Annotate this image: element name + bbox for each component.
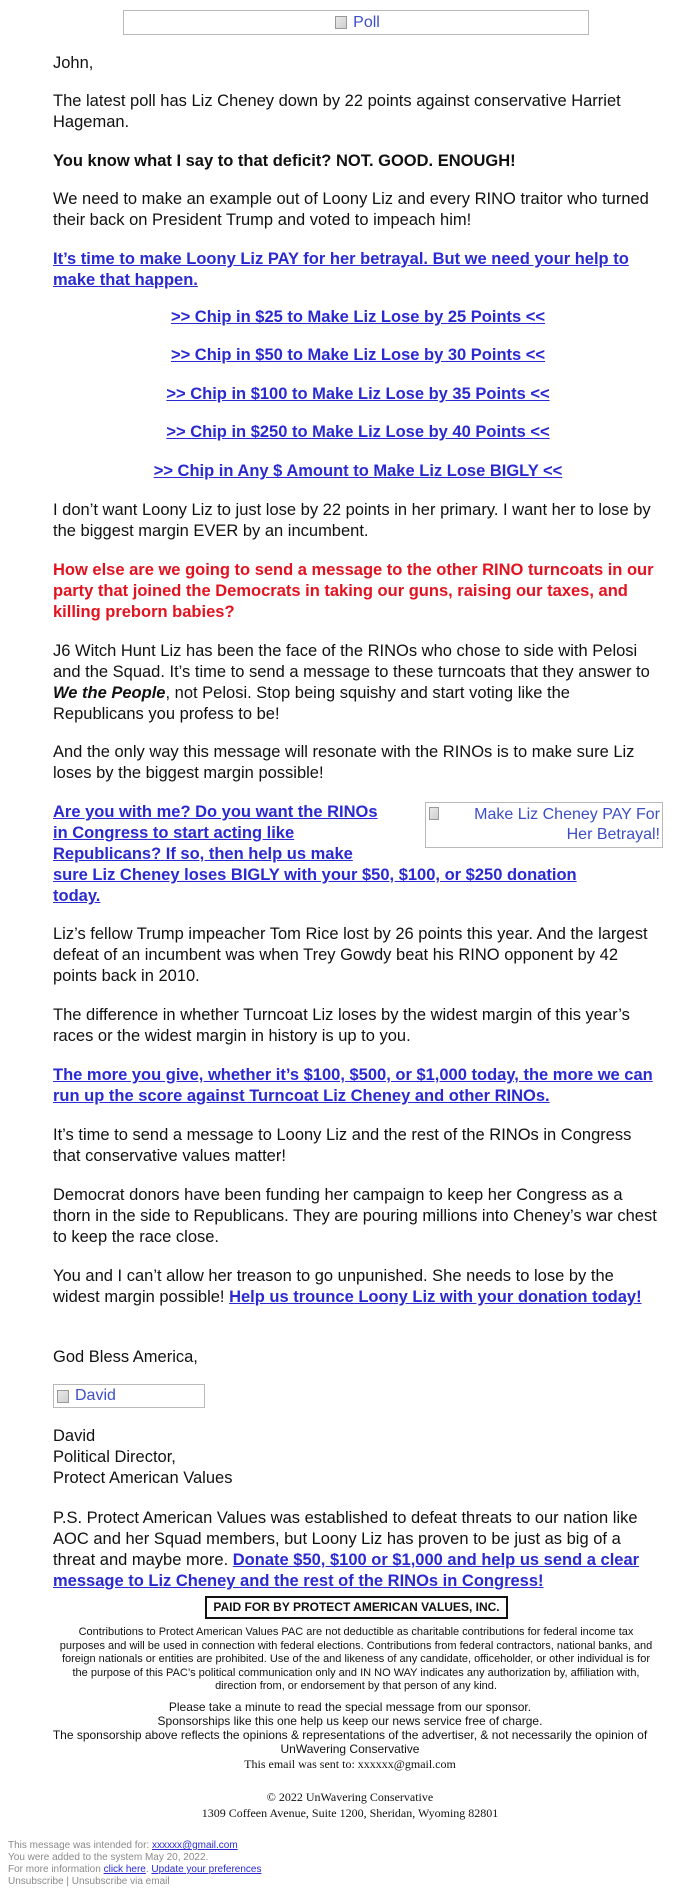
broken-image-icon	[335, 16, 347, 29]
chip-50-link[interactable]: >> Chip in $50 to Make Liz Lose by 30 Points <<	[170, 346, 546, 364]
paragraph-resonate: And the only way this message will resonate with the RINOs is to make sure Liz loses by the biggest margin possible!	[53, 743, 635, 782]
paragraph-values-matter: It’s time to send a message to Loony Liz and the rest of the RINOs in Congress that conservative values matter!	[53, 1126, 632, 1165]
more-info-label: For more information	[8, 1864, 104, 1875]
chip-25-link[interactable]: >> Chip in $25 to Make Liz Lose by 25 Points <<	[170, 308, 546, 326]
unsubscribe-email-link[interactable]: Unsubscribe via email	[71, 1876, 170, 1887]
signature-image	[53, 1384, 205, 1408]
link-line: today.	[53, 887, 101, 905]
greeting: John,	[53, 54, 94, 72]
paid-for-box: PAID FOR BY PROTECT AMERICAN VALUES, INC.	[205, 1596, 508, 1619]
paragraph-red-warning: How else are we going to send a message to the other RINO turncoats in our party that joined the Democrats in taking our guns, raising our taxes, and killing preborn babies?	[53, 561, 654, 621]
we-the-people: We the People	[53, 684, 166, 702]
chip-item	[53, 346, 663, 365]
signature-name: David	[53, 1427, 96, 1445]
liz-cheney-image-alt: Make Liz Cheney PAY For Her Betrayal!	[474, 806, 660, 843]
paragraph-link-pay	[53, 249, 663, 291]
paragraph-witch-hunt	[53, 641, 663, 725]
disclaimer-fine-print: Contributions to Protect American Values PAC are not deductible as charitable contributions for federal income tax purposes and will be used in connection with federal elections. Contributions from federal contractors, national banks, and foreign nationals or entities are prohibited. Use of the and likeness of any candidate, officeholder, or other individual is for the purpose of this PAC’s political communication only and IN NO WAY indicates any authorization by, affiliation with, direction from, or endorsement by that person of any kind.	[59, 1626, 653, 1692]
sponsor-line-1: Please take a minute to read the special message from our sponsor.	[168, 1700, 532, 1714]
witch-hunt-text-a: J6 Witch Hunt Liz has been the face of the RINOs who chose to side with Pelosi and the Squad. It’s time to send a message to these turncoats that they answer to	[53, 642, 650, 681]
treason-text: You and I can’t allow her treason to go unpunished. She needs to lose by the widest margin possible!	[53, 1267, 614, 1306]
chip-any-amount-link[interactable]: >> Chip in Any $ Amount to Make Liz Lose BIGLY <<	[153, 462, 563, 480]
paragraph-example: We need to make an example out of Loony Liz and every RINO traitor who turned their back on President Trump and voted to impeach him!	[53, 190, 649, 229]
signature-title: Political Director,	[53, 1448, 176, 1466]
footer-intended	[8, 1840, 238, 1852]
chip-item	[53, 308, 663, 327]
postscript	[53, 1508, 663, 1592]
link-line: Are you with me? Do you want the RINOs	[53, 803, 378, 821]
chip-250-link[interactable]: >> Chip in $250 to Make Liz Lose by 40 Points <<	[166, 423, 550, 441]
pay-betrayal-link[interactable]: It’s time to make Loony Liz PAY for her betrayal. But we need your help to make that happen.	[53, 250, 629, 289]
copyright-line: © 2022 UnWavering Conservative	[266, 1790, 434, 1804]
give-more-link[interactable]: The more you give, whether it’s $100, $500, or $1,000 today, the more we can run up the score against Turncoat Liz Cheney and other RINOs.	[53, 1066, 653, 1105]
signature-image-alt: David	[75, 1387, 116, 1404]
footer-more-info: For more information click here. Update your preferences	[8, 1864, 262, 1875]
footer-separator: |	[63, 1876, 72, 1887]
postscript-donate-link[interactable]: Donate $50, $100 or $1,000 and help us send a clear message to Liz Cheney and the rest of the RINOs in Congress!	[53, 1551, 640, 1590]
link-line: sure Liz Cheney loses BIGLY with your $50, $100, or $250 donation	[53, 866, 577, 884]
trounce-link[interactable]: Help us trounce Loony Liz with your donation today!	[229, 1288, 642, 1306]
poll-image	[123, 10, 589, 35]
update-preferences-link[interactable]: Update your preferences	[151, 1864, 262, 1875]
paragraph-treason	[53, 1266, 663, 1308]
postscript-text: P.S. Protect American Values was established to defeat threats to our nation like AOC and her Squad members, but Loony Liz has proven to be just as big of a threat and maybe more.	[53, 1509, 638, 1569]
chip-100-link[interactable]: >> Chip in $100 to Make Liz Lose by 35 Points <<	[166, 385, 550, 403]
paragraph-poll: The latest poll has Liz Cheney down by 22 points against conservative Harriet Hageman.	[53, 92, 621, 131]
paragraph-not-good-enough: You know what I say to that deficit? NOT. GOOD. ENOUGH!	[53, 152, 516, 170]
paragraph-link-give	[53, 1065, 663, 1107]
closing: God Bless America,	[53, 1348, 198, 1366]
paragraph-are-you-with-me	[53, 802, 663, 907]
poll-image-alt: Poll	[353, 13, 380, 31]
intended-email-link[interactable]: xxxxxx@gmail.com	[151, 1840, 238, 1851]
signature-block	[53, 1426, 663, 1489]
broken-image-icon	[57, 1390, 69, 1403]
address-line: 1309 Coffeen Avenue, Suite 1200, Sheridan, Wyoming 82801	[201, 1806, 499, 1820]
paragraph-democrat-donors: Democrat donors have been funding her campaign to keep her Congress as a thorn in the side to Republicans. They are pouring millions into Cheney’s war chest to keep the race close.	[53, 1186, 657, 1246]
chip-item	[53, 462, 663, 481]
footer-added: You were added to the system May 20, 2022.	[8, 1852, 209, 1863]
paragraph-difference: The difference in whether Turncoat Liz loses by the widest margin of this year’s races or the widest margin in history is up to you.	[53, 1006, 630, 1045]
signature-org: Protect American Values	[53, 1469, 233, 1487]
link-line: in Congress to start acting like	[53, 824, 295, 842]
paragraph-biggest-margin: I don’t want Loony Liz to just lose by 22 points in her primary. I want her to lose by the biggest margin EVER by an incumbent.	[53, 501, 651, 540]
intended-label: This message was intended for:	[8, 1840, 152, 1851]
chip-item	[53, 423, 663, 442]
are-you-with-me-link[interactable]	[53, 802, 663, 907]
link-line: Republicans? If so, then help us make	[53, 845, 353, 863]
sponsor-line-2: Sponsorships like this one help us keep our news service free of charge.	[157, 1714, 543, 1728]
sent-to-line: This email was sent to: xxxxxx@gmail.com	[244, 1757, 456, 1771]
paragraph-tom-rice: Liz’s fellow Trump impeacher Tom Rice lost by 26 points this year. And the largest defeat of an incumbent was when Trey Gowdy beat his RINO opponent by 42 points back in 2010.	[53, 925, 648, 985]
sponsor-line-3: The sponsorship above reflects the opinions & representations of the advertiser, & not necessarily the opinion of UnWavering Conservative	[52, 1728, 648, 1756]
unsubscribe-link[interactable]: Unsubscribe	[8, 1876, 64, 1887]
chip-item	[53, 385, 663, 404]
click-here-link[interactable]: click here	[103, 1864, 146, 1875]
footer-unsubscribe	[8, 1876, 170, 1888]
witch-hunt-text-b: , not Pelosi. Stop being squishy and start voting like the Republicans you profess to be!	[53, 684, 570, 723]
